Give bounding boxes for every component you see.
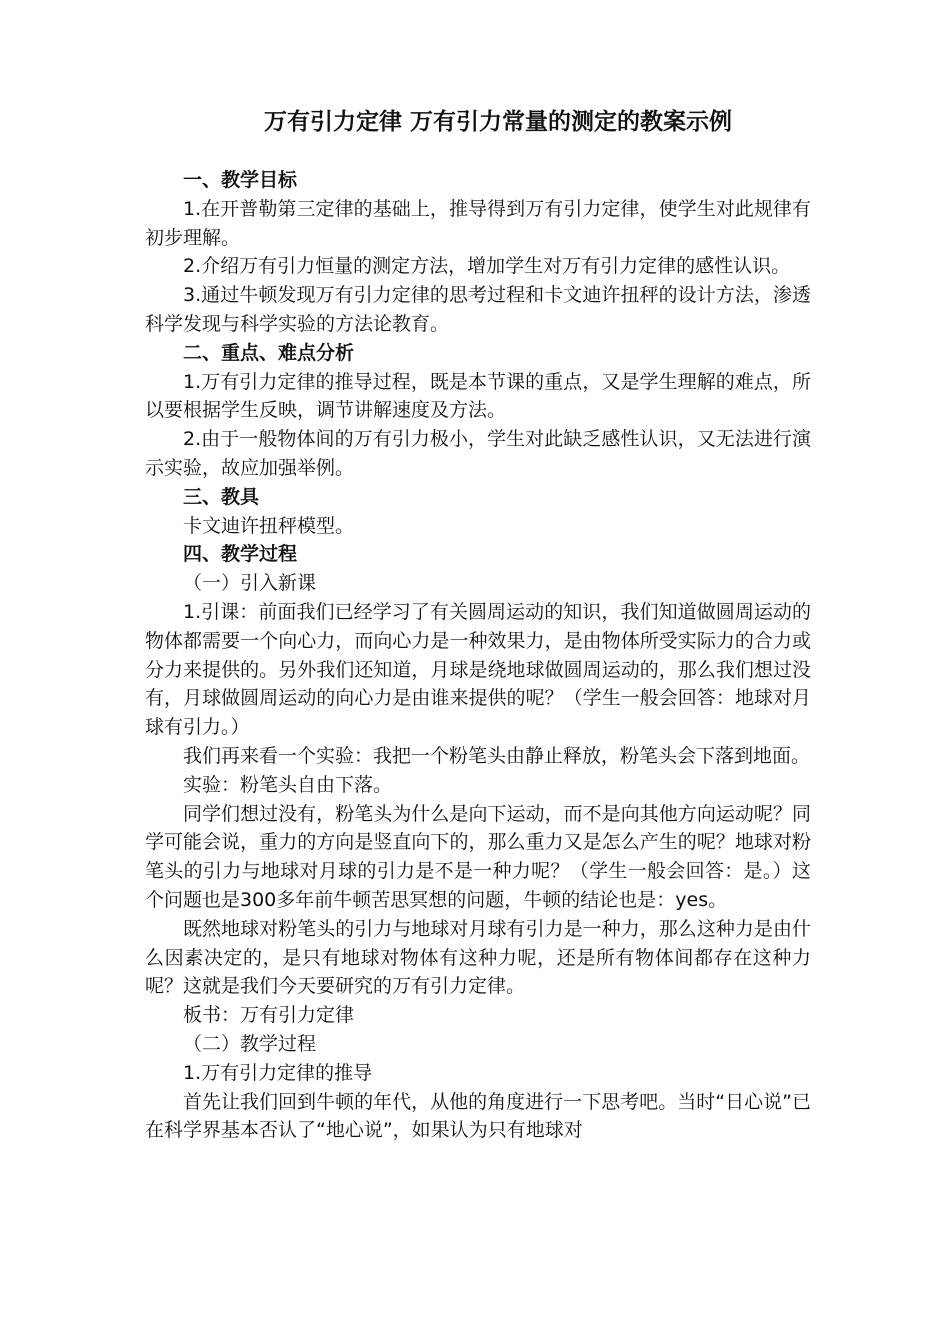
section-heading-teaching-process: 四、教学过程 [183,543,298,566]
subsection-heading: （一）引入新课 [183,572,317,595]
paragraph: 2.由于一般物体间的万有引力极小，学生对此缺乏感性认识，又无法进行演示实验，故应加强举例。 [145,428,811,479]
paragraph: 同学们想过没有，粉笔头为什么是向下运动，而不是向其他方向运动呢？同学可能会说，重力的方向是竖直向下的，那么重力又是怎么产生的呢？地球对粉笔头的引力与地球对月球的引力是不是一种力呢？（学生一般会回答：是。）这个问题也是300多年前牛顿苦思冥想的问题，牛顿的结论也是：yes。 [145,802,811,911]
section-heading-teaching-aids: 三、教具 [183,485,260,508]
section-heading-key-points: 二、重点、难点分析 [183,341,355,364]
subsection-heading: （二）教学过程 [183,1032,317,1055]
paragraph: 我们再来看一个实验：我把一个粉笔头由静止释放，粉笔头会下落到地面。 [183,744,811,767]
paragraph: 1.万有引力定律的推导过程，既是本节课的重点，又是学生理解的难点，所以要根据学生反映，调节讲解速度及方法。 [145,370,811,422]
paragraph: 首先让我们回到牛顿的年代，从他的角度进行一下思考吧。当时“日心说”已在科学界基本否认了“地心说”，如果认为只有地球对 [145,1090,811,1142]
paragraph: 板书：万有引力定律 [183,1004,355,1027]
paragraph: 实验：粉笔头自由下落。 [183,773,393,796]
document-body [145,166,811,1145]
paragraph: 卡文迪许扭秤模型。 [183,514,355,537]
page-title: 万有引力定律 万有引力常量的测定的教案示例 [263,108,732,135]
paragraph: 2.介绍万有引力恒量的测定方法，增加学生对万有引力定律的感性认识。 [183,255,791,278]
section-heading-objectives: 一、教学目标 [183,169,298,191]
paragraph: 既然地球对粉笔头的引力与地球对月球有引力是一种力，那么这种力是由什么因素决定的，是只有地球对物体有这种力呢，还是所有物体间都存在这种力呢？这就是我们今天要研究的万有引力定律。 [145,917,811,998]
paragraph: 1.万有引力定律的推导 [183,1061,373,1084]
paragraph: 1.引课：前面我们已经学习了有关圆周运动的知识，我们知道做圆周运动的物体都需要一个向心力，而向心力是一种效果力，是由物体所受实际力的合力或分力来提供的。另外我们还知道，月球是绕地球做圆周运动的，那么我们想过没有，月球做圆周运动的向心力是由谁来提供的呢？（学生一般会回答：地球对月球有引力。） [145,600,811,739]
paragraph: 1.在开普勒第三定律的基础上，推导得到万有引力定律，使学生对此规律有初步理解。 [145,197,811,249]
paragraph: 3.通过牛顿发现万有引力定律的思考过程和卡文迪许扭秤的设计方法，渗透科学发现与科学实验的方法论教育。 [145,284,811,335]
